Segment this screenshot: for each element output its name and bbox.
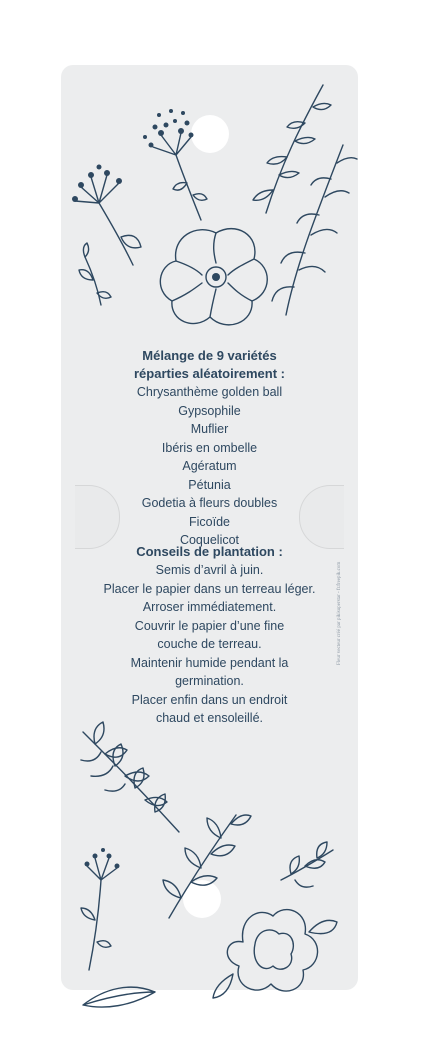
advice-line: Semis d’avril à juin. — [155, 563, 264, 577]
variety-item: Chrysanthème golden ball — [136, 385, 283, 399]
variety-item: Gypsophile — [178, 403, 241, 418]
advice-line: chaud et ensoleillé. — [155, 711, 264, 725]
advice-line: Placer enfin dans un endroit — [131, 692, 288, 707]
varieties-heading-line-2: réparties aléatoirement : — [133, 366, 285, 381]
advice-line: Maintenir humide pendant la — [130, 655, 289, 670]
advice-line: Placer le papier dans un terreau léger. — [103, 581, 316, 596]
variety-item: Pétunia — [188, 477, 231, 492]
varieties-heading-line-1: Mélange de 9 variétés — [142, 348, 277, 363]
varieties-section — [61, 347, 358, 550]
variety-item: Godetia à fleurs doubles — [141, 496, 278, 510]
advice-heading: Conseils de plantation : — [136, 544, 283, 559]
advice-line: Couvrir le papier d’une fine — [134, 618, 285, 633]
seed-paper-tag — [61, 65, 358, 990]
variety-item: Coquelicot — [179, 533, 240, 547]
bottom-floral-illustration — [61, 720, 358, 990]
advice-line: Arroser immédiatement. — [142, 600, 277, 614]
advice-line: couche de terreau. — [157, 637, 262, 651]
advice-line: germination. — [175, 674, 244, 688]
variety-item: Ibéris en ombelle — [161, 440, 258, 455]
variety-item: Agératum — [182, 459, 237, 473]
top-floral-illustration — [61, 65, 358, 335]
variety-item: Ficoïde — [189, 514, 230, 529]
variety-item: Muflier — [190, 422, 229, 436]
illustration-credit: Fleur vecteur créé par pikisuperstar - fr.freepik.com — [337, 561, 342, 665]
planting-advice-section — [61, 543, 358, 728]
